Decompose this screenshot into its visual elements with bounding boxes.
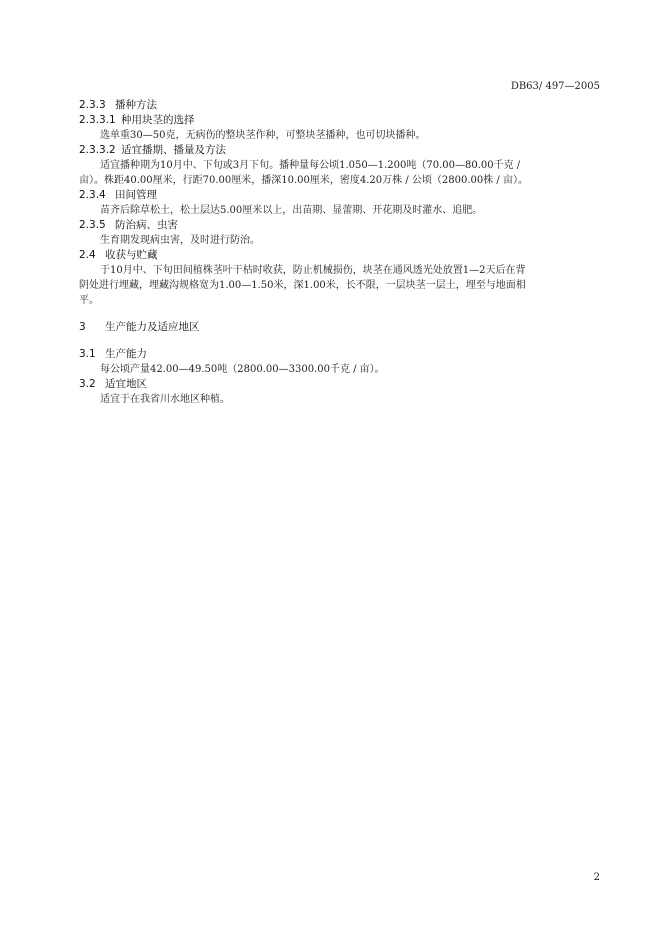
paragraph: 适宜于在我省川水地区种植。 [100, 394, 230, 405]
section-title: 田间管理 [115, 189, 157, 201]
document-code: DB63/ 497—2005 [510, 81, 600, 92]
section-heading-3 [79, 320, 599, 335]
section-title: 收获与贮藏 [105, 249, 158, 261]
section-title: 生产能力 [105, 348, 147, 360]
paragraph: 苗齐后除草松土，松土层达5.00厘米以上，出苗期、显蕾期、开花期及时灌水、追肥。 [100, 205, 483, 216]
paragraph-line: 适宜播种期为10月中、下旬或3月下旬。播种量每公顷1.050—1.200吨（70.00—80.00千克 / [100, 160, 521, 171]
paragraph: 生育期发现病虫害，及时进行防治。 [100, 235, 260, 246]
section-heading-2-3-5 [79, 218, 599, 233]
section-number: 2.3.4 [79, 189, 106, 201]
section-heading-3-1 [79, 347, 599, 362]
section-number: 3 [79, 321, 86, 333]
section-number: 2.3.3.2 [79, 144, 116, 156]
section-number: 3.2 [79, 378, 96, 390]
section-title: 生产能力及适应地区 [105, 321, 200, 333]
section-heading-2-3-3 [79, 98, 599, 113]
section-number: 2.3.5 [79, 219, 106, 231]
section-title: 防治病、虫害 [115, 219, 178, 231]
paragraph-line: 亩）。株距40.00厘米，行距70.00厘米，播深10.00厘米，密度4.20万株 / 公顷（2800.00株 / 亩）。 [79, 175, 528, 186]
paragraph: 选单重30—50克，无病伤的整块茎作种，可整块茎播种，也可切块播种。 [100, 130, 426, 141]
paragraph-line: 于10月中、下旬田间植株茎叶干枯时收获，防止机械损伤，块茎在通风透光处放置1—2天后在背 [100, 265, 526, 276]
section-number: 2.3.3.1 [79, 114, 116, 126]
section-heading-3-2 [79, 377, 599, 392]
section-title: 种用块茎的选择 [121, 114, 195, 126]
section-heading-2-3-3-1 [79, 113, 599, 128]
paragraph-line: 阴处进行埋藏，埋藏沟规格宽为1.00—1.50米，深1.00米，长不限，一层块茎一层土，埋至与地面相 [79, 280, 526, 291]
section-title: 适宜地区 [105, 378, 147, 390]
section-heading-2-4 [79, 248, 599, 263]
section-title: 播种方法 [115, 99, 157, 111]
document-body [79, 98, 599, 407]
paragraph-line: 平。 [79, 295, 99, 306]
section-heading-2-3-3-2 [79, 143, 599, 158]
section-number: 2.3.3 [79, 99, 106, 111]
section-number: 3.1 [79, 348, 96, 360]
paragraph: 每公顷产量42.00—49.50吨（2800.00—3300.00千克 / 亩）。 [100, 364, 385, 375]
section-heading-2-3-4 [79, 188, 599, 203]
page-number: 2 [593, 872, 600, 883]
section-title: 适宜播期、播量及方法 [121, 144, 226, 156]
section-number: 2.4 [79, 249, 96, 261]
